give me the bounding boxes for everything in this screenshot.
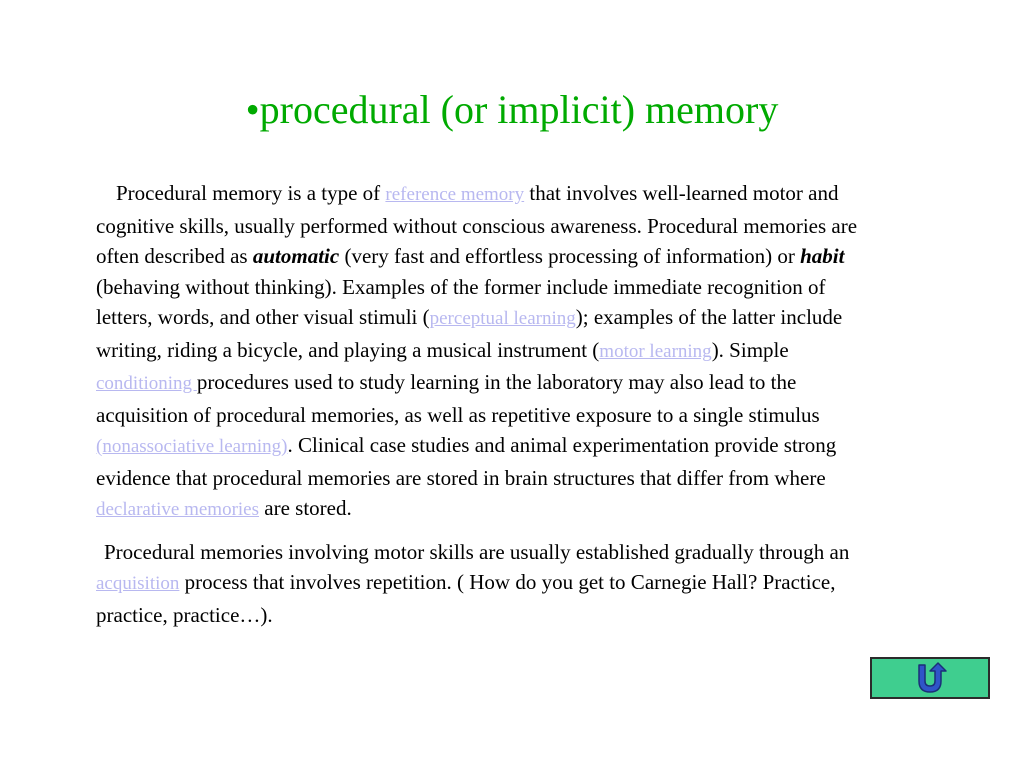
text-run: ). Simple [711, 337, 789, 362]
return-button[interactable] [870, 657, 990, 699]
text-run: that involves well-learned motor and cognitive skills, usually performed without conscious awareness. Procedural memories are often described as [96, 181, 858, 268]
slide-body [96, 178, 886, 630]
text-run: ); examples of the latter include writing, riding a bicycle, and playing a musical instrument ( [96, 305, 843, 362]
link-nonassociative-learning[interactable]: (nonassociative learning) [96, 436, 288, 457]
link-conditioning[interactable]: conditioning [96, 373, 197, 394]
link-acquisition[interactable]: acquisition [96, 573, 180, 594]
slide-title: •procedural (or implicit) memory [245, 87, 779, 132]
paragraph-2 [96, 537, 886, 631]
link-perceptual-learning[interactable]: perceptual learning [429, 308, 576, 329]
text-run: are stored. [259, 496, 352, 520]
link-reference-memory[interactable]: reference memory [385, 184, 525, 205]
link-declarative-memories[interactable]: declarative memories [96, 499, 260, 520]
emphasis-automatic: automatic [252, 244, 340, 268]
text-run: . Clinical case studies and animal experimentation provide strong evidence that procedural memories are stored in brain structures that differ from where [96, 433, 837, 490]
link-motor-learning[interactable]: motor learning [599, 340, 712, 362]
text-run: (very fast and effortless processing of information) or [339, 244, 801, 268]
emphasis-habit: habit [800, 244, 845, 268]
text-run: (behaving without thinking). Examples of the former include immediate recognition of letters, words, and other visual stimuli ( [96, 274, 826, 329]
text-run: Procedural memory is a type of [116, 181, 386, 205]
paragraph-1 [96, 178, 886, 526]
text-run: procedures used to study learning in the laboratory may also lead to the acquisition of procedural memories, as well as repetitive exposure to a single stimulus [96, 370, 820, 427]
text-run: Procedural memories involving motor skills are usually established gradually through an [104, 539, 850, 564]
u-turn-arrow-icon [910, 661, 950, 695]
text-run: process that involves repetition. ( How do you get to Carnegie Hall? Practice, practice, practice…). [96, 570, 836, 627]
